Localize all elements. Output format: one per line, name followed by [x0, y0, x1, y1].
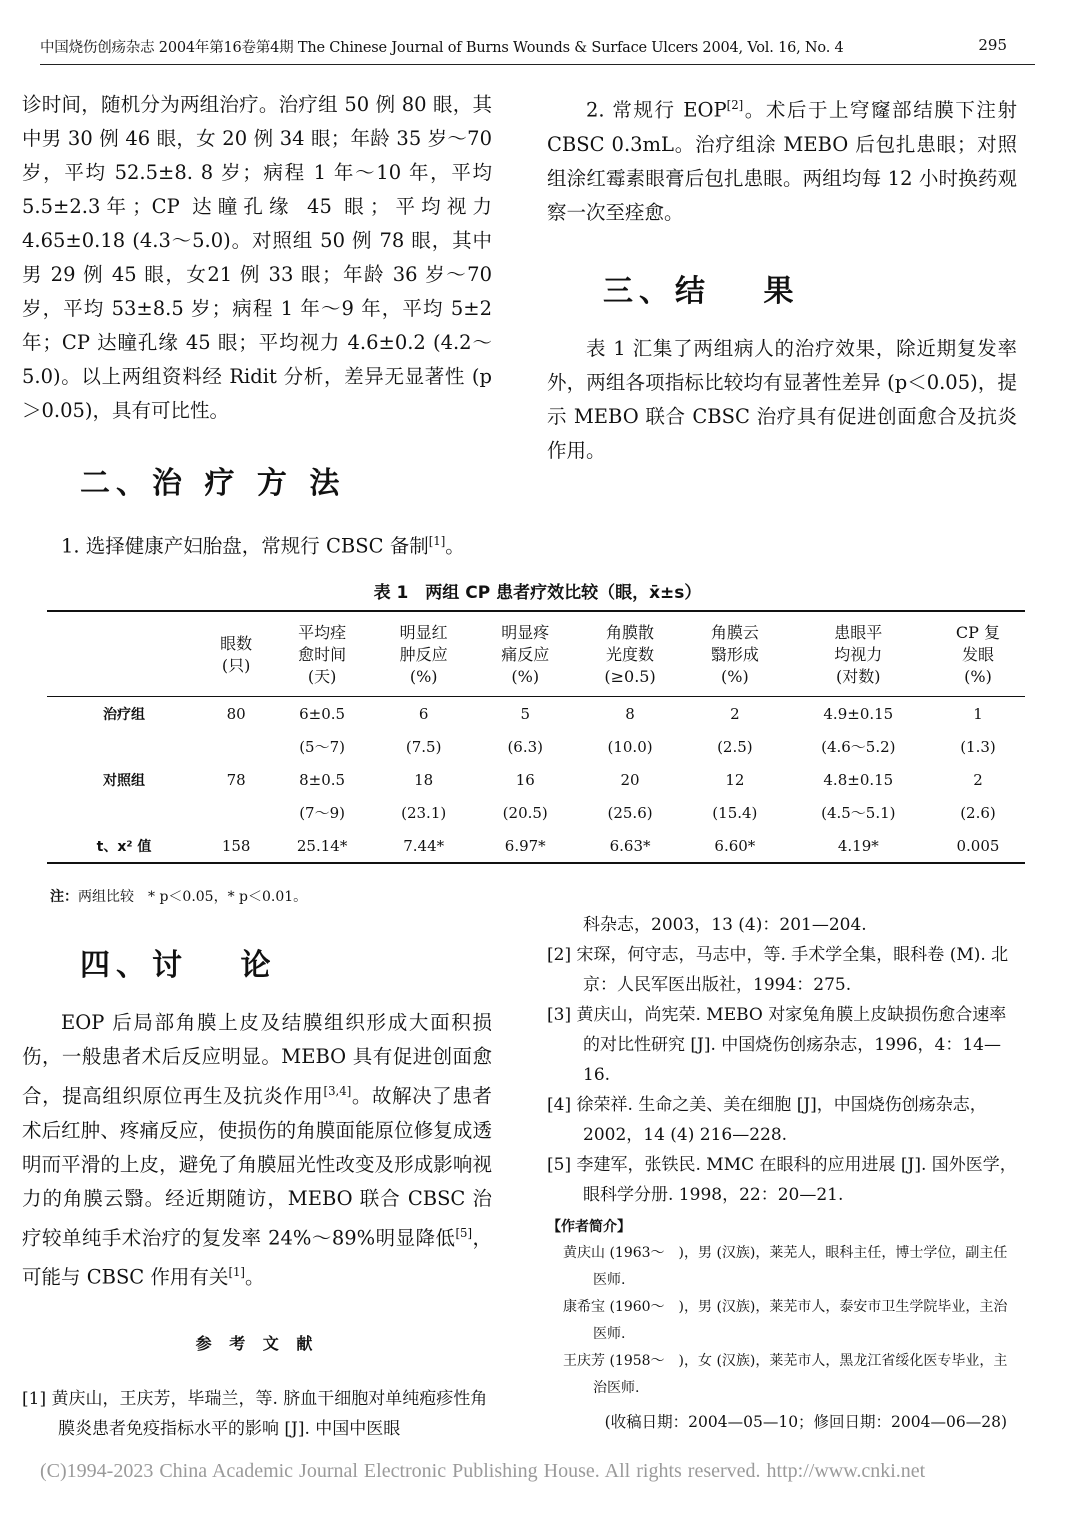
table-cell: (10.0) — [607, 737, 653, 756]
reference-2: [2] 宋琛，何守志，马志中，等. 手术学全集，眼科卷 (M). 北京：人民军医出版社，1994：275. — [547, 945, 1009, 995]
table-cell: 6.60* — [684, 829, 786, 863]
copyright-footer: (C)1994-2023 China Academic Journal Electronic Publishing House. All rights reserved. http://www.cnki.net — [40, 1460, 926, 1482]
table-row — [47, 697, 1025, 731]
table-cell: (6.3) — [507, 737, 544, 756]
table-cell: 158 — [201, 829, 271, 863]
table-cell: (25.6) — [607, 803, 653, 822]
right-column-bottom — [547, 910, 1017, 1448]
table-cell: (4.5～5.1) — [821, 804, 896, 822]
table-cell: 6 — [418, 704, 429, 723]
references-heading: 参 考 文 献 — [195, 1333, 319, 1353]
table-cell: (20.5) — [502, 803, 548, 822]
table-header-blank — [47, 611, 201, 697]
journal-header: 中国烧伤创疡杂志 2004年第16卷第4期 The Chinese Journal of Burns Wounds & Surface Ulcers 2004, Vol. 16, No. 4 — [40, 40, 844, 56]
table-cell: (7.5) — [405, 737, 442, 756]
reference-1: [1] 黄庆山，王庆芳，毕瑞兰，等. 脐血干细胞对单纯疱疹性角膜炎患者免疫指标水平的影响 [J]. 中国中医眼 — [22, 1388, 488, 1439]
table-row — [47, 730, 1025, 763]
right-column-top — [547, 88, 1017, 468]
table-cell: 0.005 — [931, 829, 1025, 863]
table-cell: (1.3) — [960, 737, 996, 756]
row-label: 治疗组 — [103, 706, 145, 723]
reference-5: [5] 李建军，张铁民. MMC 在眼科的应用进展 [J]. 国外医学，眼科学分册. 1998，22：20—21. — [547, 1155, 1017, 1205]
table-cell: 7.44* — [373, 829, 475, 863]
results-paragraph: 表 1 汇集了两组病人的治疗效果，除近期复发率外，两组各项指标比较均有显著性差异 (p＜0.05)，提示 MEBO 联合 CBSC 治疗具有促进创面愈合及抗炎作用。 — [547, 336, 1017, 462]
table-cell — [201, 730, 271, 763]
table-header-eye-count: 眼数 (只) — [201, 611, 271, 697]
table-cell: 16 — [515, 770, 535, 789]
table-title: 表 1 两组 CP 患者疗效比较（眼，x̄±s） — [373, 583, 702, 603]
table-cell: 4.8±0.15 — [823, 770, 894, 789]
table-cell: 8 — [625, 704, 635, 723]
running-header — [40, 34, 1035, 65]
table-cell: 78 — [226, 770, 246, 789]
row-label — [47, 796, 201, 829]
table-cell: (4.6～5.2) — [821, 738, 896, 756]
table-row — [47, 829, 1025, 863]
table-note: 注：两组比较 * p＜0.05，* p＜0.01。 — [50, 889, 308, 905]
table-header-nebula: 角膜云 翳形成 (%) — [684, 611, 786, 697]
table-cell: (2.6) — [960, 803, 996, 822]
methods-patients-paragraph: 诊时间，随机分为两组治疗。治疗组 50 例 80 眼，其中男 30 例 46 眼，女 20 例 34 眼；年龄 35 岁～70 岁，平均 52.5±8. 8 岁；病程 1 年～10 年，平均 5.5±2.3年；CP 达瞳孔缘 45 眼；平均视力 4.65±0.18 (4.3～5.0)。对照组 50 例 78 眼，其中男 29 例 45 眼，女21 例 33 眼；年龄 36 岁～70 岁，平均 53±8.5 岁；病程 1 年～9 年，平均 5±2 年；CP 达瞳孔缘 45 眼；平均视力 4.6±0.2 (4.2～5.0)。以上两组资料经 Ridit 分析，差异无显著性 (p＞0.05)，具有可比性。 — [22, 93, 492, 422]
table-cell: 18 — [414, 770, 434, 789]
section-heading-methods: 二、治 疗 方 法 — [80, 466, 346, 501]
citation-3-4[interactable]: [3,4] — [323, 1084, 352, 1098]
table-header-row — [47, 611, 1025, 697]
method-step-1: 1. 选择健康产妇胎盘，常规行 CBSC 备制[1]。 — [61, 534, 465, 558]
table-cell: (15.4) — [712, 803, 758, 822]
citation-1[interactable]: [1] — [428, 534, 446, 548]
table-header-pain: 明显疼 痛反应 (%) — [474, 611, 576, 697]
reference-1-continued: 科杂志，2003，13 (4)：201—204. — [583, 915, 867, 935]
table-cell: 6.63* — [576, 829, 684, 863]
author-3: 王庆芳 (1958～ )，女 (汉族)，莱芜市人，黑龙江省绥化医专毕业，主治医师. — [563, 1353, 1008, 1396]
table-cell: 80 — [226, 704, 246, 723]
reference-3: [3] 黄庆山，尚宪荣. MEBO 对家兔角膜上皮缺损伤愈合速率的对比性研究 [J]. 中国烧伤创疡杂志，1996，4：14—16. — [547, 1005, 1007, 1085]
citation-1b[interactable]: [1] — [228, 1265, 245, 1279]
author-info-heading: 【作者简介】 — [547, 1219, 631, 1235]
table-cell: 6.97* — [474, 829, 576, 863]
table-cell: 2 — [973, 770, 983, 789]
table-cell: 8±0.5 — [299, 770, 346, 789]
left-column-bottom — [22, 940, 492, 1444]
author-1: 黄庆山 (1963～ )，男 (汉族)，莱芜人，眼科主任，博士学位，副主任医师. — [563, 1245, 1008, 1288]
table-cell: 5 — [520, 704, 530, 723]
discussion-paragraph: EOP 后局部角膜上皮及结膜组织形成大面积损伤，一般患者术后反应明显。MEBO 具有促进创面愈合，提高组织原位再生及抗炎作用[3,4]。故解决了患者术后红肿、疼痛反应，使损伤的角膜面能原位修复成透明而平滑的上皮，避免了角膜屈光性改变及形成影响视力的角膜云翳。经近期随访，MEBO 联合 CBSC 治疗较单纯手术治疗的复发率 24%～89%明显降低[5]，可能与 CBSC 作用有关[1]。 — [22, 1011, 492, 1289]
table-cell: 4.19* — [786, 829, 931, 863]
table-cell: 1 — [973, 704, 983, 723]
table-cell: (5～7) — [299, 738, 345, 756]
author-2: 康希宝 (1960～ )，男 (汉族)，莱芜市人，泰安市卫生学院毕业，主治医师. — [563, 1299, 1008, 1342]
row-label: 对照组 — [103, 772, 145, 789]
row-label: t、x² 值 — [47, 829, 201, 863]
table-cell: 12 — [725, 770, 745, 789]
table-header-recurrence: CP 复 发眼 (%) — [931, 611, 1025, 697]
table-cell: (7～9) — [299, 804, 345, 822]
table-cell: (2.5) — [717, 737, 753, 756]
table-header-astigmatism: 角膜散 光度数 (≥0.5) — [576, 611, 684, 697]
results-table — [47, 610, 1025, 864]
received-dates: (收稿日期：2004—05—10；修回日期：2004—06—28) — [604, 1413, 1007, 1431]
table-cell: (23.1) — [401, 803, 447, 822]
page-number: 295 — [978, 36, 1007, 54]
table-row — [47, 796, 1025, 829]
table-cell: 6±0.5 — [299, 704, 346, 723]
table-cell: 25.14* — [271, 829, 373, 863]
method-step-2: 2. 常规行 EOP[2]。术后于上穹窿部结膜下注射 CBSC 0.3mL。治疗组涂 MEBO 后包扎患眼；对照组涂红霉素眼膏后包扎患眼。两组均每 12 小时换药观察一次至痊愈。 — [547, 98, 1017, 224]
table-header-redness: 明显红 肿反应 (%) — [373, 611, 475, 697]
table-cell: 2 — [730, 704, 740, 723]
section-heading-results: 三、结 果 — [603, 273, 800, 309]
reference-4: [4] 徐荣祥. 生命之美、美在细胞 [J]，中国烧伤创疡杂志，2002，14 (4) 216—228. — [547, 1095, 987, 1145]
citation-5[interactable]: [5] — [455, 1225, 473, 1240]
table-row — [47, 763, 1025, 796]
table-cell — [201, 796, 271, 829]
table-cell: 20 — [620, 770, 640, 789]
row-label — [47, 730, 201, 763]
left-column-top — [22, 88, 492, 564]
table-cell: 4.9±0.15 — [823, 704, 894, 723]
table-header-healing-time: 平均痊 愈时间 (天) — [271, 611, 373, 697]
citation-2[interactable]: [2] — [726, 98, 744, 112]
table-header-vision: 患眼平 均视力 (对数) — [786, 611, 931, 697]
section-heading-discussion: 四、讨 论 — [80, 948, 277, 983]
